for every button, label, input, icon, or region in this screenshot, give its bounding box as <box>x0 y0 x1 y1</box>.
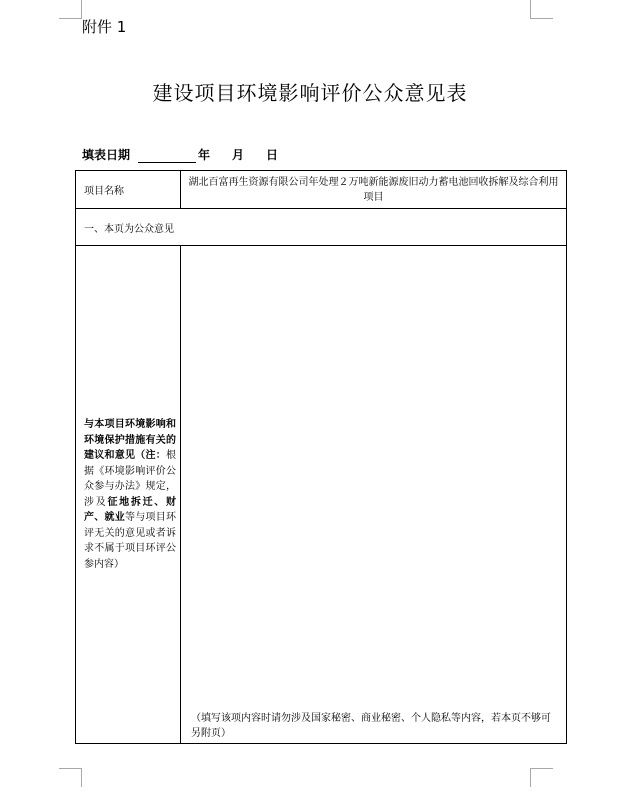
section-heading-row <box>76 209 567 246</box>
page-title: 建设项目环境影响评价公众意见表 <box>152 81 468 105</box>
fill-date-year: 年 <box>198 148 211 162</box>
fill-date-day: 日 <box>266 148 279 162</box>
crop-mark-bottom-right <box>530 768 553 787</box>
opinion-form-table <box>75 170 567 744</box>
opinion-row <box>76 246 567 744</box>
project-name-label: 项目名称 <box>76 171 181 209</box>
opinion-input-area[interactable] <box>181 246 567 744</box>
attachment-label: 附件 1 <box>82 18 127 36</box>
crop-mark-bottom-left <box>59 768 82 787</box>
fill-date-blank[interactable] <box>138 148 196 163</box>
fill-date-month: 月 <box>232 148 245 162</box>
project-name-row <box>76 171 567 209</box>
section-heading: 一、本页为公众意见 <box>76 209 567 246</box>
crop-mark-top-left <box>59 0 82 19</box>
opinion-label-bold: 与本项目环境影响和环境保护措施有关的建议和意见（注： <box>84 419 176 461</box>
crop-mark-top-right <box>530 0 553 19</box>
opinion-footnote: （填写该项内容时请勿涉及国家秘密、商业秘密、个人隐私等内容，若本页不够可另附页） <box>191 713 551 739</box>
opinion-label-note: 根据《环境影响评价公众参与办法》规定，涉及 <box>84 450 176 508</box>
opinion-label-bold-topics: 征地拆迁、财产、就业 <box>84 496 177 523</box>
fill-date-row <box>82 146 278 163</box>
opinion-label <box>76 246 181 744</box>
opinion-label-note-end: 等与项目环评无关的意见或者诉求不属于项目环评公参内容） <box>84 512 176 570</box>
project-name-value: 湖北百富再生资源有限公司年处理２万吨新能源废旧动力蓄电池回收拆解及综合利用项目 <box>181 171 567 209</box>
fill-date-label: 填表日期 <box>82 148 131 162</box>
